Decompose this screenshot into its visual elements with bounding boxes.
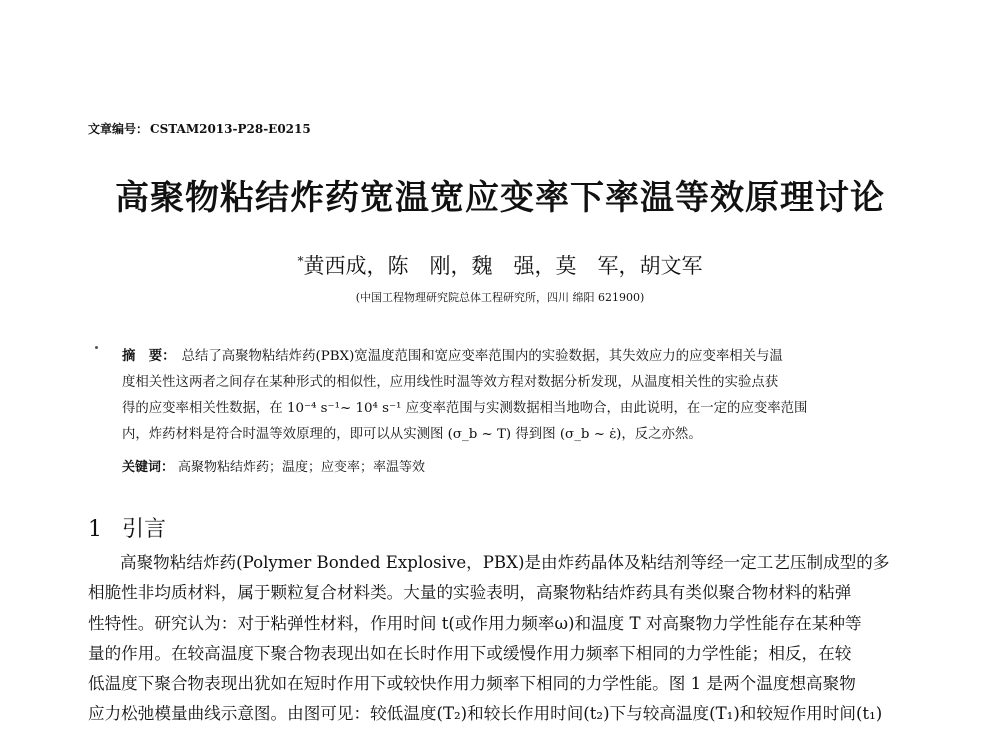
article-number-label: 文章编号： (88, 122, 149, 136)
keywords-value: 高聚物粘结炸药；温度；应变率；率温等效 (178, 460, 426, 475)
margin-mark (95, 346, 98, 349)
body-line: 高聚物粘结炸药(Polymer Bonded Explosive，PBX)是由炸药晶体及粘结剂等经一定工艺压制成型的多 (120, 553, 890, 572)
affiliation: (中国工程物理研究院总体工程研究所，四川 绵阳 621900) (355, 291, 645, 304)
body-line: 性特性。研究认为：对于粘弹性材料，作用时间 t(或作用力频率ω)和温度 T 对高聚物力学性能存在某种等 (88, 613, 862, 633)
abstract-line: 得的应变率相关性数据，在 10⁻⁴ s⁻¹~ 10⁴ s⁻¹ 应变率范围与实测数据相当地吻合，由此说明，在一定的应变率范围 (122, 401, 808, 416)
author-list (0, 250, 1000, 280)
abstract-label: 摘 要： (122, 348, 176, 364)
section-number: 1 (88, 517, 102, 542)
body-line: 相脆性非均质材料，属于颗粒复合材料类。大量的实验表明，高聚物粘结炸药具有类似聚合物材料的粘弹 (88, 583, 852, 603)
section-title: 引言 (122, 517, 167, 542)
paper-title: 高聚物粘结炸药宽温宽应变率下率温等效原理讨论 (115, 178, 885, 218)
section-heading (88, 512, 166, 543)
abstract (122, 343, 882, 448)
author-names: 黄西成，陈 刚，魏 强，莫 军，胡文军 (303, 254, 703, 278)
article-number-value: CSTAM2013-P28-E0215 (150, 122, 311, 136)
body-line: 量的作用。在较高温度下聚合物表现出如在长时作用下或缓慢作用力频率下相同的力学性能；相反，在较 (88, 643, 852, 663)
abstract-line: 摘 要： 总结了高聚物粘结炸药(PBX)宽温度范围和宽应变率范围内的实验数据，其失效应力的应变率相关与温 (122, 348, 783, 364)
abstract-line: 内，炸药材料是符合时温等效原理的，即可以从实测图 (σ_b ~ T) 得到图 (σ_b ~ ε̇)，反之亦然。 (122, 427, 702, 442)
body-line: 低温度下聚合物表现出犹如在短时作用下或较快作用力频率下相同的力学性能。图 1 是两个温度想高聚物 (88, 674, 856, 694)
abstract-line: 度相关性这两者之间存在某种形式的相似性，应用线性时温等效方程对数据分析发现，从温度相关性的实验点获 (122, 375, 779, 390)
keywords-label: 关键词： (122, 460, 175, 475)
body-paragraph (88, 548, 908, 730)
keywords (122, 456, 425, 475)
article-number (88, 120, 311, 137)
body-line: 应力松弛模量曲线示意图。由图可见：较低温度(T₂)和较长作用时间(t₂)下与较高温度(T₁)和较短作用时间(t₁) (88, 704, 883, 724)
corresponding-author-marker: * (297, 254, 304, 268)
